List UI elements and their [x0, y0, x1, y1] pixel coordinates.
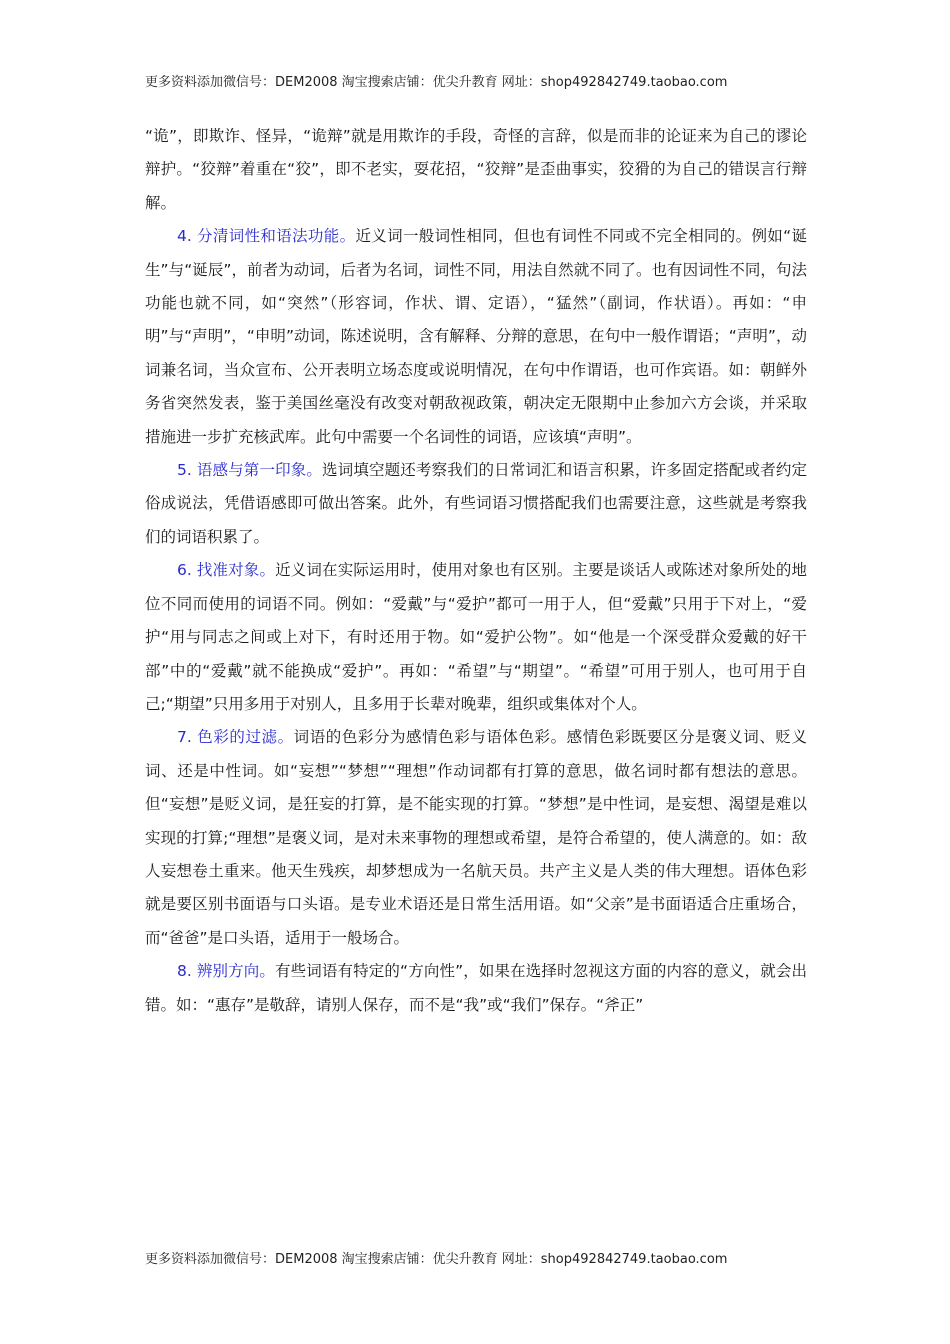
section-6 — [145, 554, 807, 721]
section-4-heading: 4. 分清词性和语法功能。 — [177, 227, 356, 246]
section-6-heading: 6. 找准对象。 — [177, 561, 276, 580]
section-7-text: 词语的色彩分为感情色彩与语体色彩。感情色彩既要区分是褒义词、贬义词、还是中性词。如“妄想”“梦想”“理想”作动词都有打算的意思，做名词时都有想法的意思。但“妄想”是贬义词，是狂妄的打算，是不能实现的打算。“梦想”是中性词，是妄想、渴望是难以实现的打算;“理想”是褒义词，是对未来事物的理想或希望，是符合希望的，使人满意的。如：敌人妄想卷土重来。他天生残疾，却梦想成为一名航天员。共产主义是人类的伟大理想。语体色彩就是要区别书面语与口头语。是专业术语还是日常生活用语。如“父亲”是书面语适合庄重场合，而“爸爸”是口头语，适用于一般场合。 — [145, 728, 807, 947]
section-4 — [145, 220, 807, 454]
section-8-heading: 8. 辨别方向。 — [177, 962, 275, 981]
page-header: 更多资料添加微信号：DEM2008 淘宝搜索店铺：优尖升教育 网址：shop492842749.taobao.com — [145, 75, 728, 90]
section-6-text: 近义词在实际运用时，使用对象也有区别。主要是谈话人或陈述对象所处的地位不同而使用的词语不同。例如：“爱戴”与“爱护”都可一用于人，但“爱戴”只用于下对上，“爱护“用与同志之间或上对下，有时还用于物。如“爱护公物”。如“他是一个深受群众爱戴的好干部”中的“爱戴”就不能换成“爱护”。再如：“希望”与“期望”。“希望”可用于别人，也可用于自己;“期望”只用多用于对别人，且多用于长辈对晚辈，组织或集体对个人。 — [145, 561, 807, 713]
section-8 — [145, 955, 807, 1022]
section-8-text: 有些词语有特定的“方向性”，如果在选择时忽视这方面的内容的意义，就会出错。如：“惠存”是敬辞，请别人保存，而不是“我”或“我们”保存。“斧正” — [145, 962, 807, 1014]
section-5-heading: 5. 语感与第一印象。 — [177, 461, 323, 480]
section-5-text: 选词填空题还考察我们的日常词汇和语言积累，许多固定搭配或者约定俗成说法，凭借语感即可做出答案。此外，有些词语习惯搭配我们也需要注意，这些就是考察我们的词语积累了。 — [145, 461, 807, 546]
section-7 — [145, 721, 807, 955]
intro-paragraph: “诡”，即欺诈、怪异，“诡辩”就是用欺诈的手段，奇怪的言辞，似是而非的论证来为自己的谬论辩护。“狡辩”着重在“狡”，即不老实，耍花招，“狡辩”是歪曲事实，狡猾的为自己的错误言行辩解。 — [145, 127, 807, 212]
section-5 — [145, 454, 807, 554]
document-body — [145, 120, 807, 1022]
section-4-text: 近义词一般词性相同，但也有词性不同或不完全相同的。例如“诞生”与“诞辰”，前者为动词，后者为名词，词性不同，用法自然就不同了。也有因词性不同，句法功能也就不同，如“突然”（形容词，作状、谓、定语），“猛然”（副词，作状语）。再如：“申明”与“声明”，“申明”动词，陈述说明，含有解释、分辩的意思，在句中一般作谓语；“声明”，动词兼名词，当众宣布、公开表明立场态度或说明情况，在句中作谓语，也可作宾语。如：朝鲜外务省突然发表，鉴于美国丝毫没有改变对朝敌视政策，朝决定无限期中止参加六方会谈，并采取措施进一步扩充核武库。此句中需要一个名词性的词语，应该填“声明”。 — [145, 227, 807, 446]
section-7-heading: 7. 色彩的过滤。 — [177, 728, 294, 747]
page-footer: 更多资料添加微信号：DEM2008 淘宝搜索店铺：优尖升教育 网址：shop492842749.taobao.com — [145, 1252, 728, 1267]
